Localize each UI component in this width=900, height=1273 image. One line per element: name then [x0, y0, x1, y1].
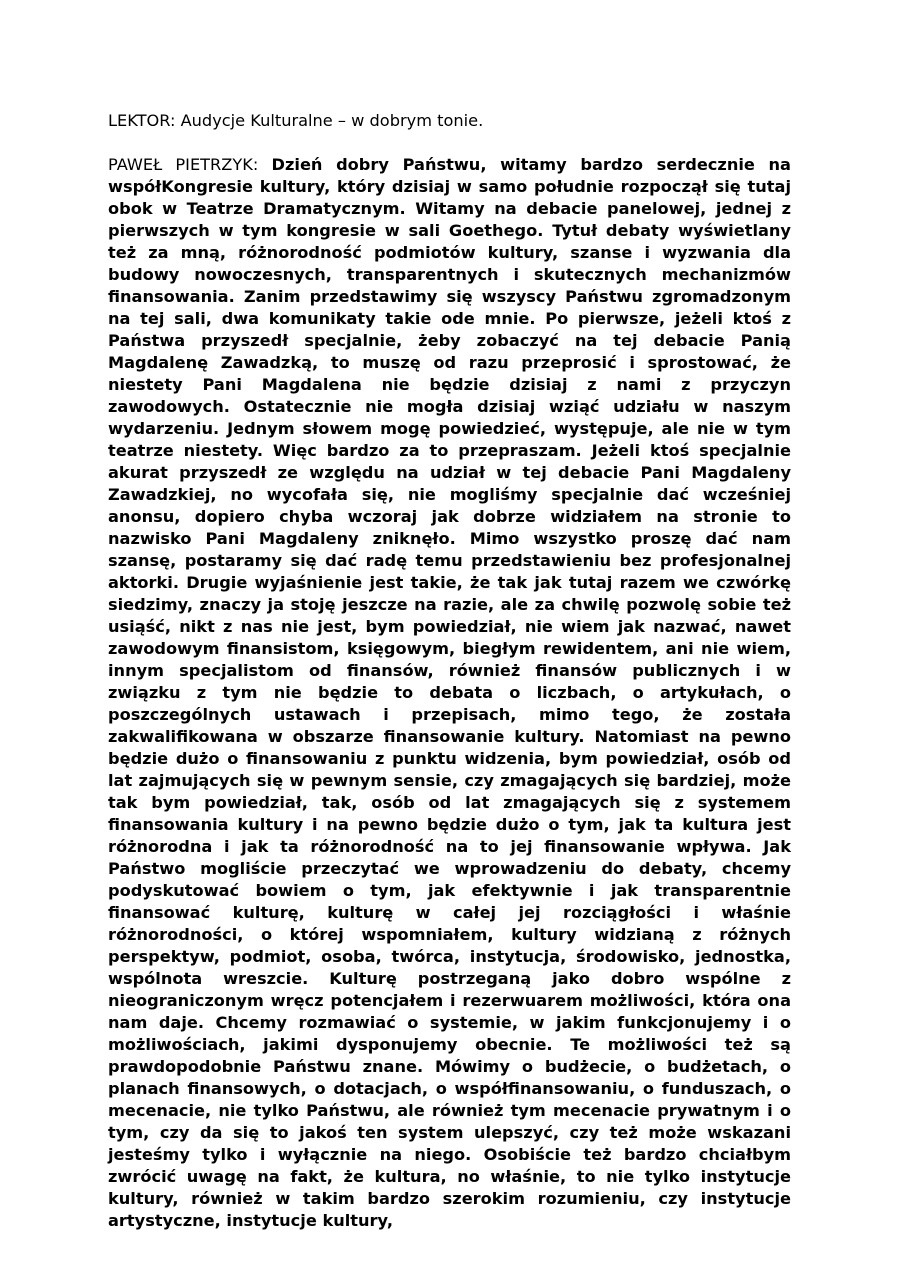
document-page: [108, 110, 791, 1232]
speech-text: Dzień dobry Państwu, witamy bardzo serdecznie na współKongresie kultury, który dzisiaj w samo południe rozpoczął się tutaj obok w Teatrze Dramatycznym. Witamy na debacie panelowej, jednej z pierwszych w tym kongresie w sali Goethego. Tytuł debaty wyświetlany też za mną, różnorodność podmiotów kultury, szanse i wyzwania dla budowy nowoczesnych, transparentnych i skutecznych mechanizmów finansowania. Zanim przedstawimy się wszyscy Państwu zgromadzonym na tej sali, dwa komunikaty takie ode mnie. Po pierwsze, jeżeli ktoś z Państwa przyszedł specjalnie, żeby zobaczyć na tej debacie Panią Magdalenę Zawadzką, to muszę od razu przeprosić i sprostować, że niestety Pani Magdalena nie będzie dzisiaj z nami z przyczyn zawodowych. Ostatecznie nie mogła dzisiaj wziąć udziału w naszym wydarzeniu. Jednym słowem mogę powiedzieć, występuje, ale nie w tym teatrze niestety. Więc bardzo za to przepraszam. Jeżeli ktoś specjalnie akurat przyszedł ze względu na udział w tej debacie Pani Magdaleny Zawadzkiej, no wycofała się, nie mogliśmy specjalnie dać wcześniej anonsu, dopiero chyba wczoraj jak dobrze widziałem na stronie to nazwisko Pani Magdaleny zniknęło. Mimo wszystko proszę dać nam szansę, postaramy się dać radę temu przedstawieniu bez profesjonalnej aktorki. Drugie wyjaśnienie jest takie, że tak jak tutaj razem we czwórkę siedzimy, znaczy ja stoję jeszcze na razie, ale za chwilę pozwolę sobie też usiąść, nikt z nas nie jest, bym powiedział, nie wiem jak nazwać, nawet zawodowym finansistom, księgowym, biegłym rewidentem, ani nie wiem, innym specjalistom od finansów, również finansów publicznych i w związku z tym nie będzie to debata o liczbach, o artykułach, o poszczególnych ustawach i przepisach, mimo tego, że została zakwalifikowana w obszarze finansowanie kultury. Natomiast na pewno będzie dużo o finansowaniu z punktu widzenia, bym powiedział, osób od lat zajmujących się w pewnym sensie, czy zmagających się bardziej, może tak bym powiedział, tak, osób od lat zmagających się z systemem finansowania kultury i na pewno będzie dużo o tym, jak ta kultura jest różnorodna i jak ta różnorodność na to jej finansowanie wpływa. Jak Państwo mogliście przeczytać we wprowadzeniu do debaty, chcemy podyskutować bowiem o tym, jak efektywnie i jak transparentnie finansować kulturę, kulturę w całej jej rozciągłości i właśnie różnorodności, o której wspomniałem, kultury widzianą z różnych perspektyw, podmiot, osoba, twórca, instytucja, środowisko, jednostka, wspólnota wreszcie. Kulturę postrzeganą jako dobro wspólne z nieograniczonym wręcz potencjałem i rezerwuarem możliwości, która ona nam daje. Chcemy rozmawiać o systemie, w jakim funkcjonujemy i o możliwościach, jakimi dysponujemy obecnie. Te możliwości też są prawdopodobnie Państwu znane. Mówimy o budżecie, o budżetach, o planach finansowych, o dotacjach, o współfinansowaniu, o funduszach, o mecenacie, nie tylko Państwu, ale również tym mecenacie prywatnym i o tym, czy da się to jakoś ten system ulepszyć, czy też może wskazani jesteśmy tylko i wyłącznie na niego. Osobiście też bardzo chciałbym zwrócić uwagę na fakt, że kultura, no właśnie, to nie tylko instytucje kultury, również w takim bardzo szerokim rozumieniu, czy instytucje artystyczne, instytucje kultury,: [108, 155, 791, 1230]
speech-text: Audycje Kulturalne – w dobrym tonie.: [180, 111, 484, 130]
paragraph-pietrzyk: [108, 154, 791, 1232]
paragraph-lektor: [108, 110, 791, 132]
speaker-name: PAWEŁ PIETRZYK:: [108, 155, 259, 174]
speaker-name: LEKTOR:: [108, 111, 176, 130]
